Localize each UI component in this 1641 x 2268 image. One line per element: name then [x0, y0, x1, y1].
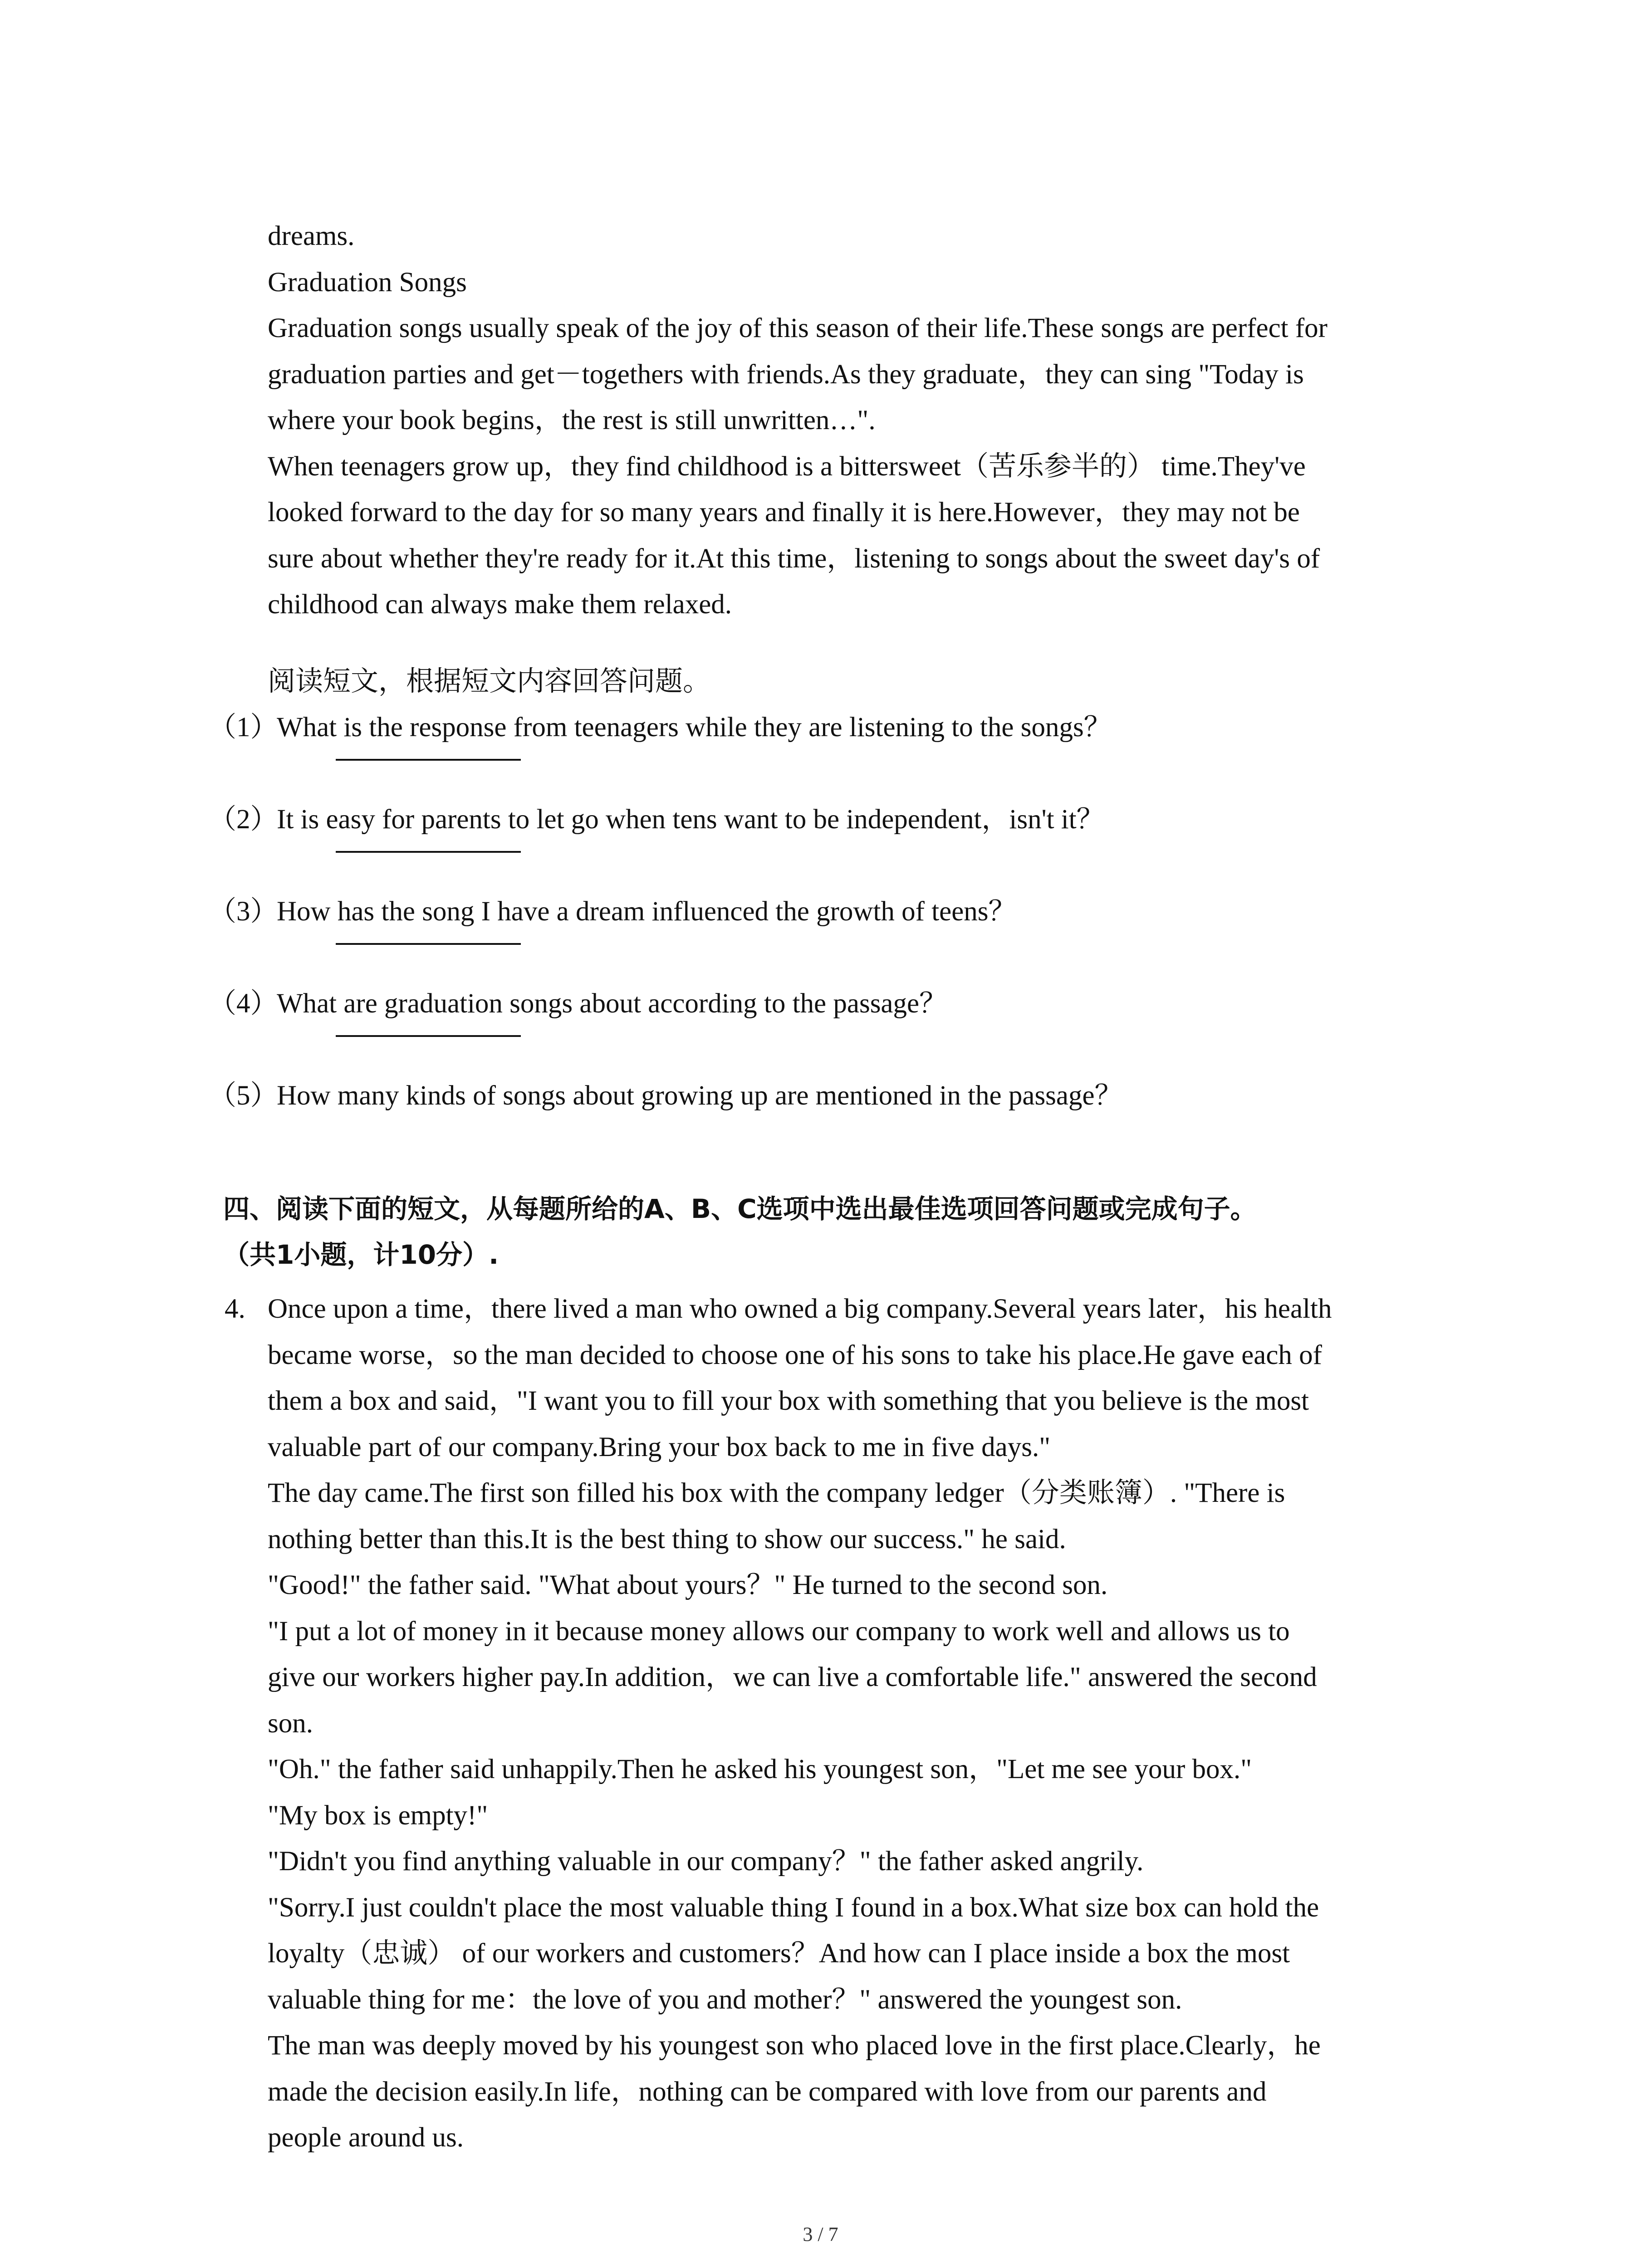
question-text: It is easy for parents to let go when tens want to be independent，isn't it？: [277, 804, 1104, 835]
question-label: （4）: [209, 988, 278, 1019]
passage-subtitle: Graduation Songs: [268, 267, 467, 298]
passage-line: loyalty（忠诚） of our workers and customers？And how can I place inside a box the most: [268, 1938, 1290, 1969]
passage-line: sure about whether they're ready for it.At this time，listening to songs about the sweet day's of: [268, 543, 1320, 574]
question-4: [209, 981, 1456, 1027]
question-label: （1）: [209, 712, 278, 743]
passage-line: "Good!" the father said. "What about yours？" He turned to the second son.: [268, 1570, 1108, 1600]
spacer: [268, 628, 1456, 659]
passage-line: childhood can always make them relaxed.: [268, 589, 732, 620]
passage-line: graduation parties and get－togethers with friends.As they graduate，they can sing "Today is: [268, 359, 1304, 390]
passage-line: "Sorry.I just couldn't place the most valuable thing I found in a box.What size box can hold the: [268, 1892, 1319, 1923]
passage-line: became worse，so the man decided to choose one of his sons to take his place.He gave each of: [268, 1339, 1322, 1370]
passage-line: people around us.: [268, 2122, 464, 2153]
passage-line: them a box and said，"I want you to fill your box with something that you believe is the most: [268, 1386, 1309, 1416]
question-label: （5）: [209, 1080, 278, 1111]
passage-line: looked forward to the day for so many years and finally it is here.However，they may not be: [268, 497, 1300, 528]
passage-line: where your book begins，the rest is still unwritten…".: [268, 405, 876, 435]
passage-line: dreams.: [268, 221, 355, 251]
instruction-text: 阅读短文，根据短文内容回答问题。: [268, 666, 711, 697]
passage-line: valuable thing for me：the love of you and mother？" answered the youngest son.: [268, 1984, 1182, 2015]
answer-underline[interactable]: [336, 851, 521, 853]
passage-line: "Didn't you find anything valuable in our company？" the father asked angrily.: [268, 1846, 1144, 1877]
answer-blank-3[interactable]: [268, 935, 1456, 981]
page-number: 3 / 7: [803, 2223, 838, 2245]
question-number: 4.: [225, 1294, 245, 1324]
question-text: How many kinds of songs about growing up are mentioned in the passage？: [277, 1080, 1122, 1111]
passage-line: Once upon a time，there lived a man who owned a big company.Several years later，his health: [268, 1294, 1332, 1324]
answer-underline[interactable]: [336, 759, 521, 761]
answer-underline[interactable]: [336, 943, 521, 945]
passage-line: made the decision easily.In life，nothing can be compared with love from our parents and: [268, 2076, 1267, 2107]
question-1: [209, 704, 1456, 751]
passage-line: "Oh." the father said unhappily.Then he asked his youngest son，"Let me see your box.": [268, 1754, 1252, 1784]
question-text: What are graduation songs about according to the passage？: [277, 988, 947, 1019]
passage-line: Graduation songs usually speak of the joy of this season of their life.These songs are perfect for: [268, 313, 1327, 343]
answer-underline[interactable]: [336, 1035, 521, 1037]
passage-line: "My box is empty!": [268, 1800, 488, 1831]
passage-line: The day came.The first son filled his box with the company ledger（分类账簿）. "There is: [268, 1478, 1285, 1508]
question-text: What is the response from teenagers while they are listening to the songs？: [277, 712, 1112, 743]
question-4-passage: [225, 1286, 1456, 2161]
question-2: [209, 797, 1456, 843]
section-title-line: 四、阅读下面的短文，从每题所给的A、B、C选项中选出最佳选项回答问题或完成句子。: [223, 1193, 1257, 1224]
section-title-line: （共1小题，计10分）.: [223, 1239, 499, 1270]
passage-line: When teenagers grow up，they find childhood is a bittersweet（苦乐参半的） time.They've: [268, 451, 1306, 482]
answer-blank-4[interactable]: [268, 1027, 1456, 1073]
section-4-heading: [223, 1186, 1257, 1278]
passage-section: [209, 213, 1456, 1119]
passage-line: give our workers higher pay.In addition，we can live a comfortable life." answered the second: [268, 1662, 1317, 1692]
passage-line: nothing better than this.It is the best thing to show our success." he said.: [268, 1524, 1066, 1554]
question-label: （2）: [209, 804, 278, 835]
passage-line: The man was deeply moved by his youngest son who placed love in the first place.Clearly，he: [268, 2030, 1321, 2061]
question-label: （3）: [209, 896, 278, 927]
answer-blank-1[interactable]: [268, 751, 1456, 797]
passage-line: valuable part of our company.Bring your box back to me in five days.": [268, 1432, 1051, 1462]
answer-blank-2[interactable]: [268, 843, 1456, 889]
passage-line: son.: [268, 1708, 313, 1739]
question-text: How has the song I have a dream influenced the growth of teens？: [277, 896, 1016, 927]
passage-line: "I put a lot of money in it because money allows our company to work well and allows us to: [268, 1616, 1290, 1647]
question-5: [209, 1073, 1456, 1119]
question-3: [209, 889, 1456, 935]
